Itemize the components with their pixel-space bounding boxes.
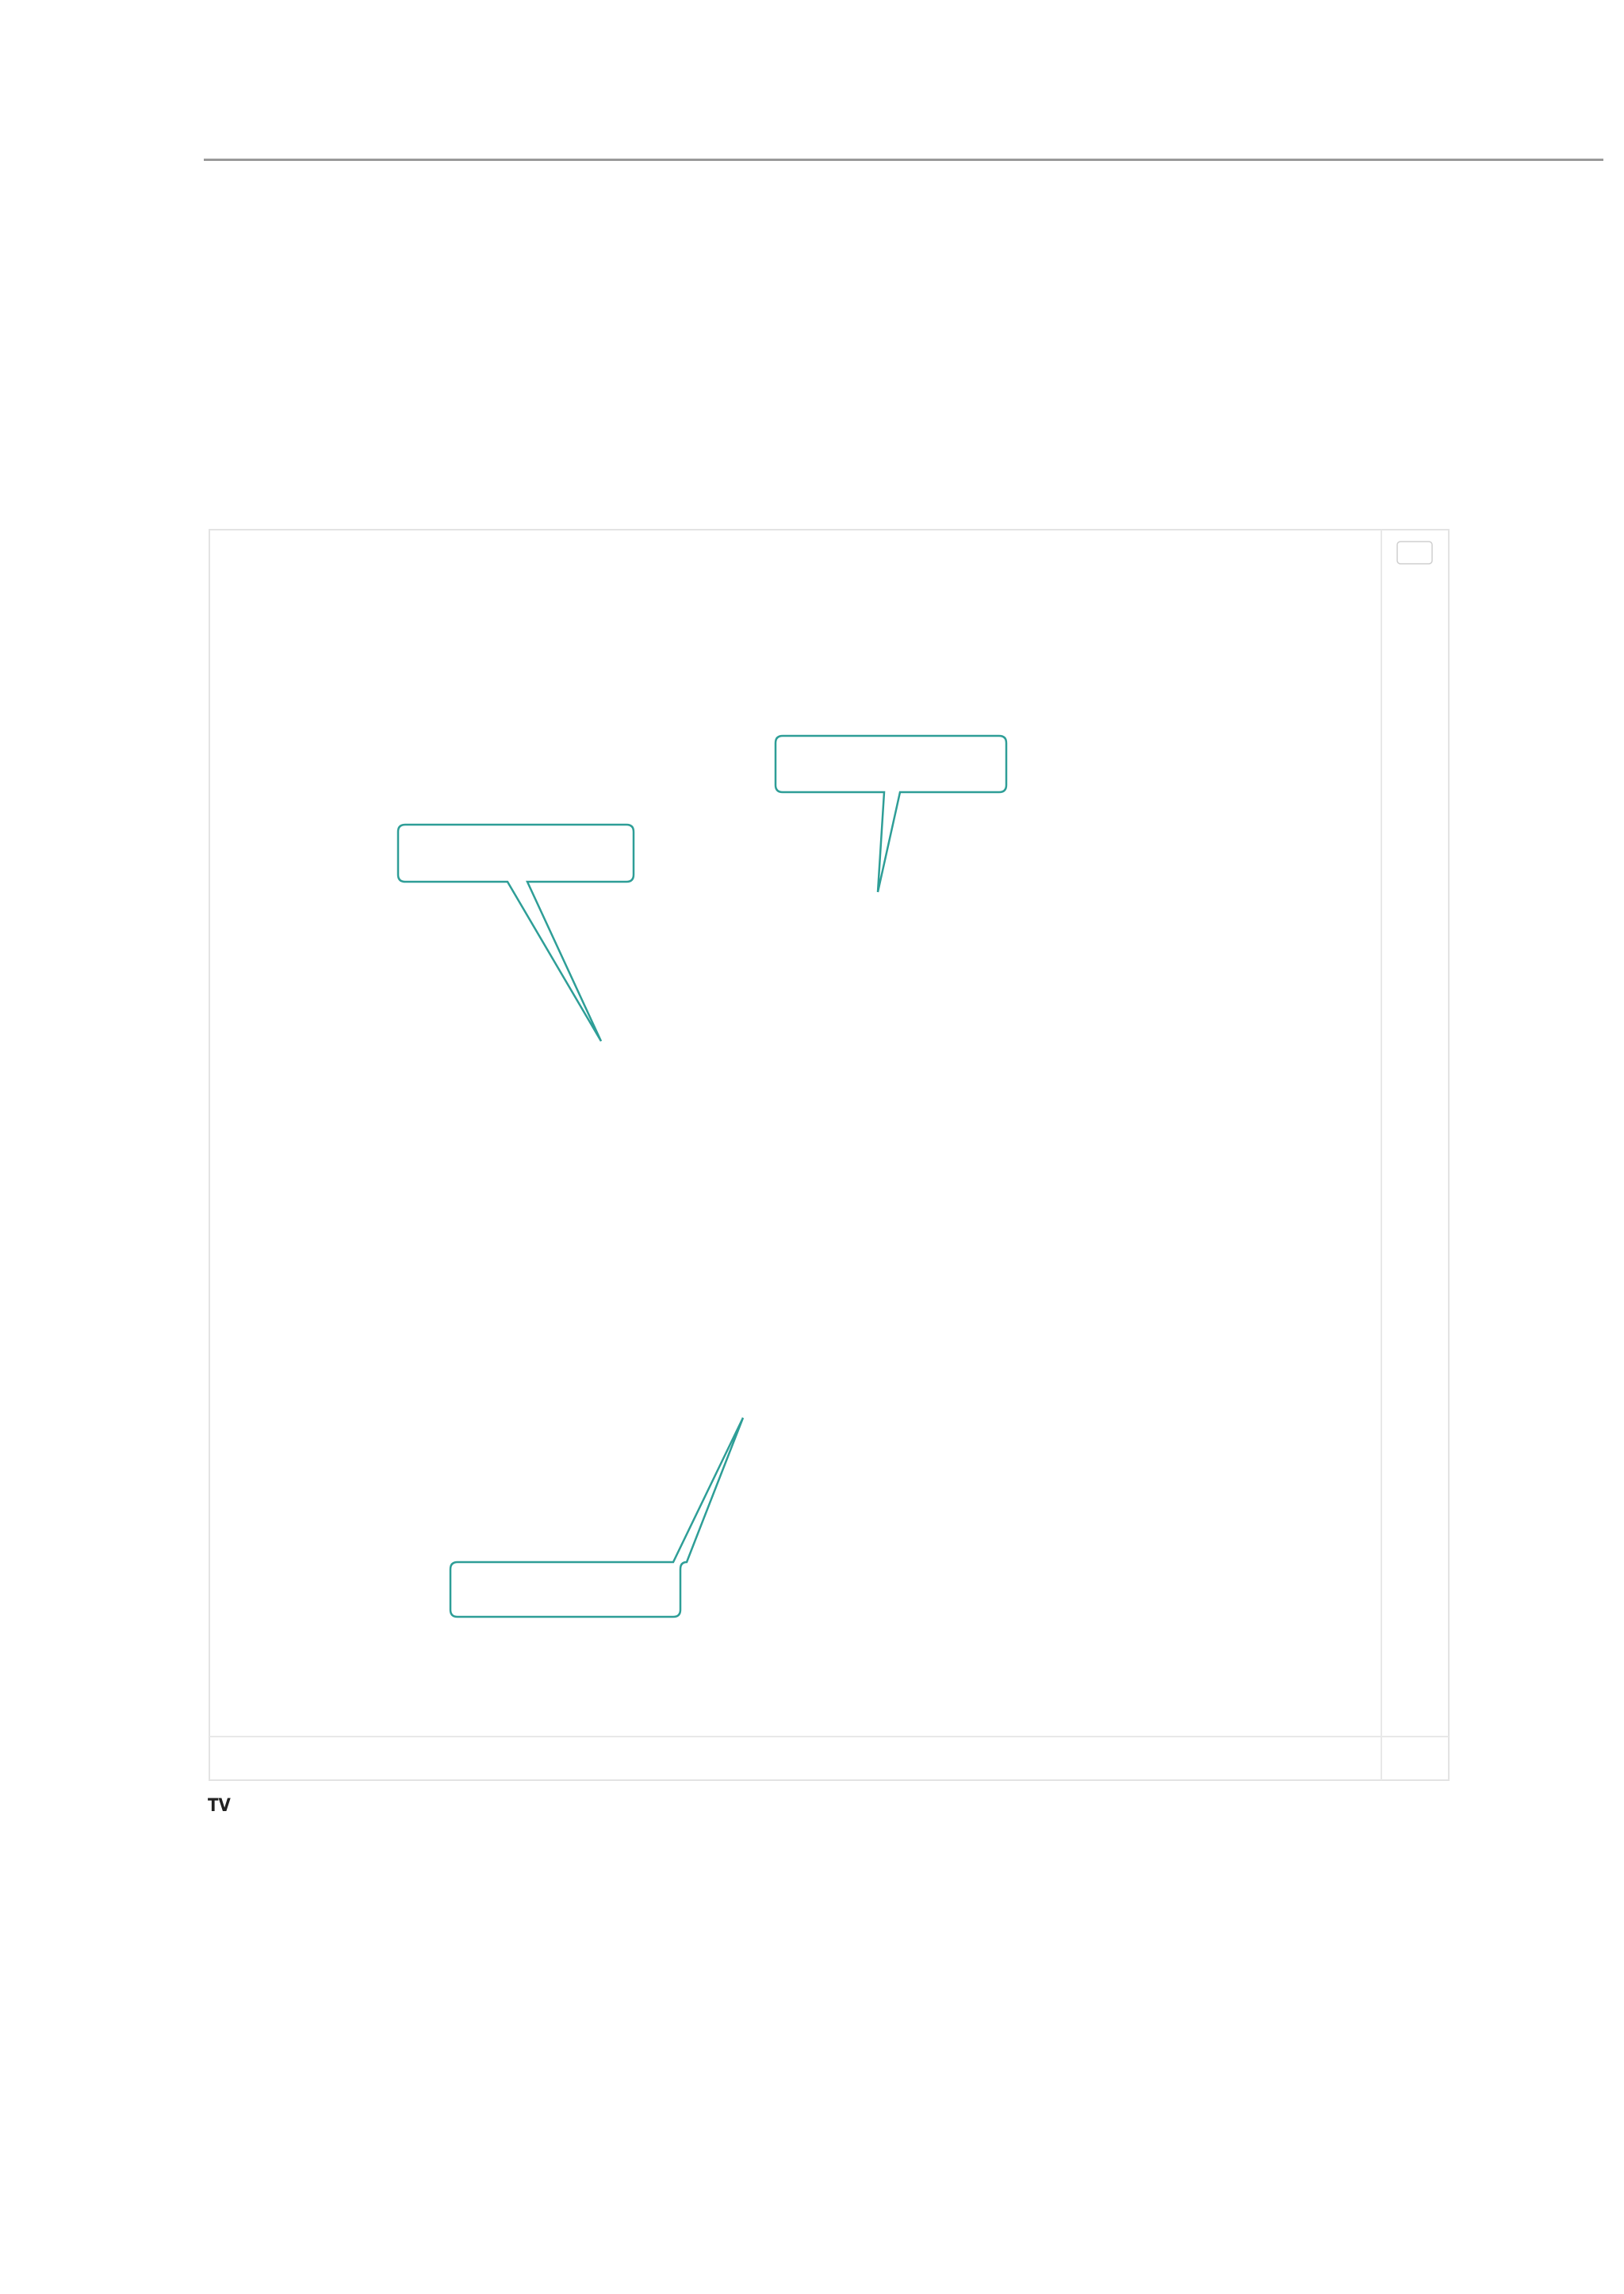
tradingview-logo <box>208 1796 232 1816</box>
chart-frame <box>209 530 1449 1780</box>
currency-badge[interactable] <box>1397 542 1432 564</box>
tradingview-logo-icon: TV <box>208 1796 231 1816</box>
